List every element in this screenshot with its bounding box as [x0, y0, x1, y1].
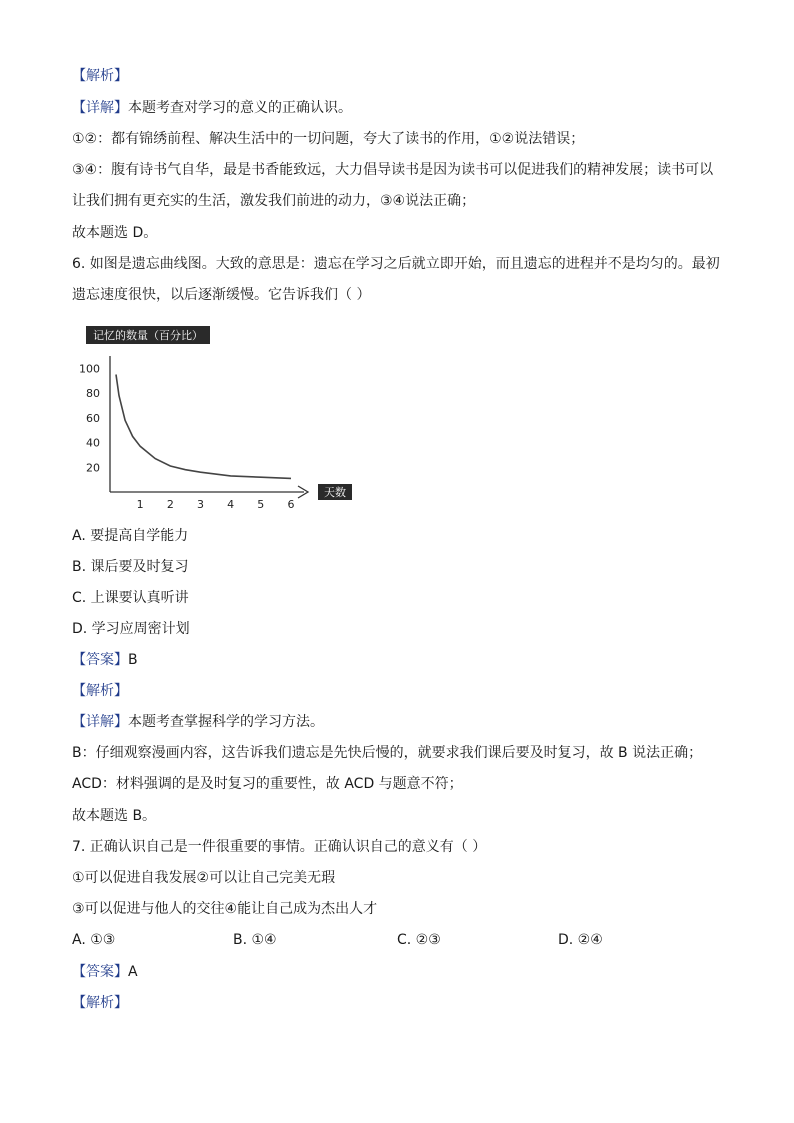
q7-option-d: D. ②④ [558, 932, 603, 948]
prev-conclusion: 故本题选 D。 [72, 225, 158, 241]
q6-conclusion: 故本题选 B。 [72, 808, 157, 824]
forgetting-curve-line [116, 375, 291, 479]
q6-stem-line-2: 遗忘速度很快，以后逐渐缓慢。它告诉我们（ ） [72, 287, 371, 303]
chart-title: 记忆的数量（百分比） [93, 329, 203, 342]
q6-option-a: A. 要提高自学能力 [72, 528, 189, 544]
prev-detail: 【详解】本题考查对学习的意义的正确认识。 [72, 100, 352, 116]
x-tick-label-1: 2 [166, 498, 174, 511]
q6-option-c: C. 上课要认真听讲 [72, 590, 189, 606]
y-tick-label-3: 40 [86, 436, 100, 450]
prev-explanation-1: ①②：都有锦绣前程、解决生活中的一切问题，夸大了读书的作用，①②说法错误； [72, 131, 585, 147]
q6-detail: 【详解】本题考查掌握科学的学习方法。 [72, 714, 324, 730]
x-tick-label-2: 3 [196, 498, 204, 511]
prev-explanation-3: 让我们拥有更充实的生活，激发我们前进的动力，③④说法正确； [72, 193, 476, 209]
y-tick-label-4: 20 [86, 461, 100, 475]
y-tick-label-0: 100 [79, 362, 100, 376]
y-tick-label-2: 60 [86, 411, 100, 425]
forgetting-curve-chart [72, 322, 362, 512]
q7-option-c: C. ②③ [397, 932, 441, 948]
prev-analysis-heading: 【解析】 [72, 68, 128, 84]
y-tick-label-1: 80 [86, 387, 100, 401]
q7-items-line-2: ③可以促进与他人的交往④能让自己成为杰出人才 [72, 901, 378, 917]
x-tick-label-3: 4 [227, 498, 235, 511]
q6-explanation-1: B：仔细观察漫画内容，这告诉我们遗忘是先快后慢的，就要求我们课后要及时复习，故 B 说法正确； [72, 745, 703, 761]
q7-stem: 7. 正确认识自己是一件很重要的事情。正确认识自己的意义有（ ） [72, 839, 487, 855]
x-tick-label-4: 5 [257, 498, 265, 511]
x-tick-label-0: 1 [136, 498, 144, 511]
prev-explanation-2: ③④：腹有诗书气自华，最是书香能致远，大力倡导读书是因为读书可以促进我们的精神发展；读书可以 [72, 162, 714, 178]
q6-option-b: B. 课后要及时复习 [72, 559, 189, 575]
q6-option-d: D. 学习应周密计划 [72, 621, 190, 637]
q7-analysis-heading: 【解析】 [72, 995, 128, 1011]
q7-option-a: A. ①③ [72, 932, 116, 948]
q7-items-line-1: ①可以促进自我发展②可以让自己完美无瑕 [72, 870, 336, 886]
q7-answer: 【答案】A [72, 964, 138, 980]
q6-explanation-2: ACD：材料强调的是及时复习的重要性，故 ACD 与题意不符； [72, 776, 463, 792]
x-tick-label-5: 6 [287, 498, 295, 511]
q6-analysis-heading: 【解析】 [72, 683, 128, 699]
q6-answer: 【答案】B [72, 652, 138, 668]
q7-option-b: B. ①④ [233, 932, 277, 948]
x-axis-label: 天数 [324, 486, 346, 499]
q7-options [72, 930, 732, 950]
q6-stem-line-1: 6. 如图是遗忘曲线图。大致的意思是：遗忘在学习之后就立即开始，而且遗忘的进程并不是均匀的。最初 [72, 256, 720, 272]
